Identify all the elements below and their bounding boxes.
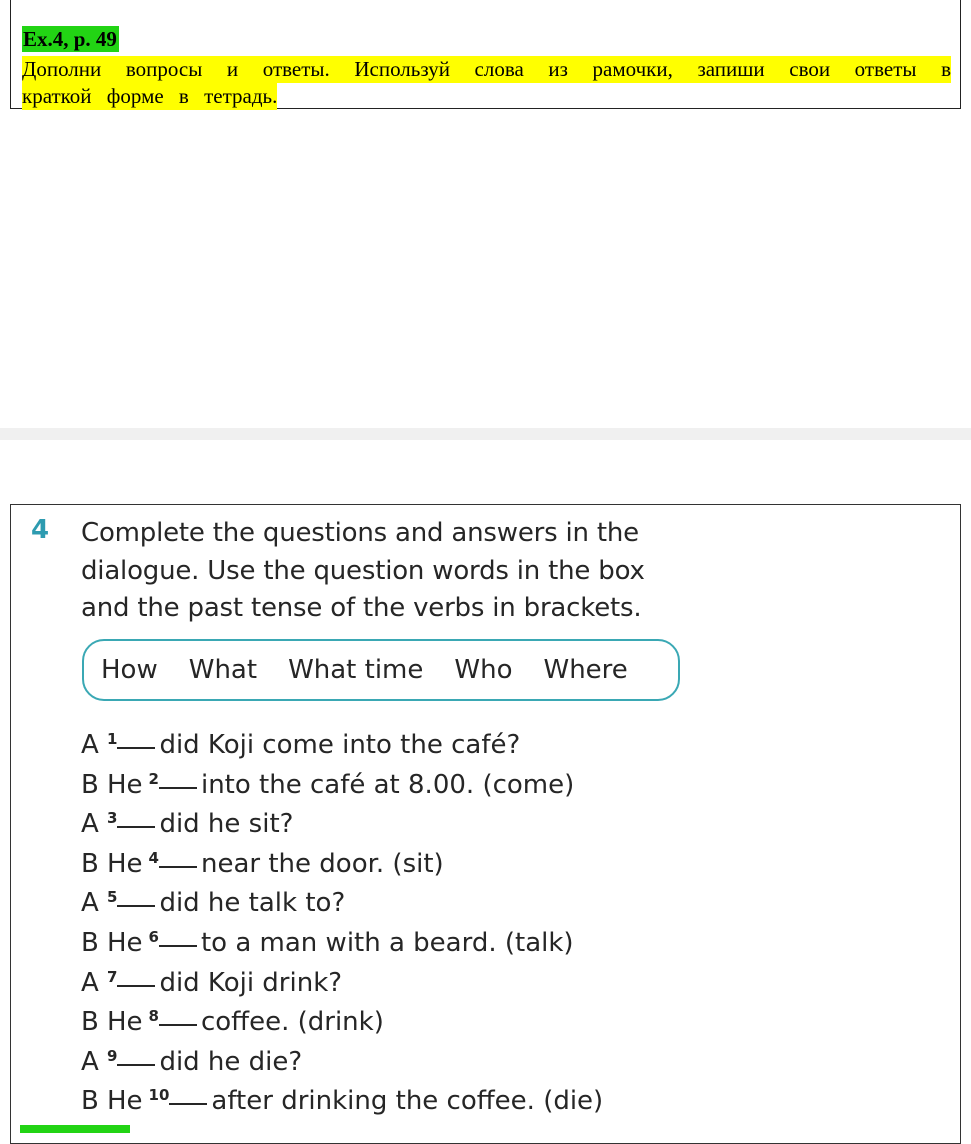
dialogue-text: did he sit? xyxy=(159,809,294,840)
word-box-item: How xyxy=(101,655,158,685)
exercise-reference: Ex.4, p. 49 xyxy=(23,27,117,51)
dialogue-text: did Koji drink? xyxy=(159,967,343,998)
speaker-label: B xyxy=(81,769,99,800)
answer-blank xyxy=(117,905,155,907)
separator-band xyxy=(0,428,971,440)
speaker-label: A xyxy=(81,809,99,840)
gap-number: 3 xyxy=(107,809,118,828)
question-word-box xyxy=(82,639,680,701)
gap-number: 9 xyxy=(107,1046,118,1065)
answer-blank xyxy=(117,1064,155,1066)
word-box-item: Who xyxy=(454,655,513,685)
task-line: and the past tense of the verbs in brackets. xyxy=(81,593,642,623)
instruction-line-2: краткой форме в тетрадь. xyxy=(22,84,278,108)
task-instructions xyxy=(81,515,681,628)
dialogue-line xyxy=(81,878,941,918)
gap-number: 10 xyxy=(148,1086,170,1105)
answer-blank xyxy=(159,787,197,789)
gap-number: 2 xyxy=(148,769,159,788)
speaker-label: B xyxy=(81,1007,99,1038)
answer-blank xyxy=(117,747,155,749)
answer-blank xyxy=(159,866,197,868)
answer-blank xyxy=(117,985,155,987)
task-line: dialogue. Use the question words in the box xyxy=(81,555,645,586)
dialogue-text: coffee. (drink) xyxy=(200,1007,384,1038)
gap-number: 8 xyxy=(148,1007,159,1026)
answer-prefix: He xyxy=(107,927,143,958)
answer-blank xyxy=(159,1024,197,1026)
dialogue-line xyxy=(81,958,941,998)
answer-blank xyxy=(117,826,155,828)
gap-number: 7 xyxy=(107,967,118,986)
gap-number: 1 xyxy=(107,730,118,748)
instruction-text xyxy=(22,56,951,110)
dialogue-text: did Koji come into the café? xyxy=(159,730,521,760)
word-box-item: What xyxy=(188,655,258,685)
task-line: Complete the questions and answers in the xyxy=(81,518,639,548)
next-exercise-highlight xyxy=(20,1125,130,1133)
speaker-label: B xyxy=(81,1086,99,1117)
speaker-label: A xyxy=(81,888,99,919)
dialogue xyxy=(81,720,941,1116)
answer-prefix: He xyxy=(107,848,143,879)
dialogue-text: did he talk to? xyxy=(159,888,346,919)
dialogue-line xyxy=(81,760,941,800)
dialogue-line xyxy=(81,1076,941,1116)
dialogue-line xyxy=(81,997,941,1037)
dialogue-text: did he die? xyxy=(159,1046,303,1077)
gap-number: 6 xyxy=(148,927,159,946)
speaker-label: A xyxy=(81,1046,99,1077)
word-box-item: Where xyxy=(543,655,628,685)
answer-prefix: He xyxy=(107,1007,143,1038)
dialogue-text: after drinking the coffee. (die) xyxy=(211,1086,604,1117)
speaker-label: B xyxy=(81,848,99,879)
dialogue-text: to a man with a beard. (talk) xyxy=(200,927,574,958)
dialogue-line xyxy=(81,799,941,839)
instruction-line-1: Дополни вопросы и ответы. Используй слова из рамочки, запиши свои ответы в xyxy=(22,57,951,81)
dialogue-line xyxy=(81,839,941,879)
gap-number: 5 xyxy=(107,888,118,907)
dialogue-line xyxy=(81,918,941,958)
dialogue-text: near the door. (sit) xyxy=(200,848,444,879)
gap-number: 4 xyxy=(148,848,159,867)
answer-blank xyxy=(159,945,197,947)
dialogue-line xyxy=(81,1037,941,1077)
dialogue-text: into the café at 8.00. (come) xyxy=(200,769,575,800)
dialogue-line xyxy=(81,720,941,760)
answer-blank xyxy=(169,1103,207,1105)
exercise-number: 4 xyxy=(31,515,50,545)
instruction-box xyxy=(10,0,961,109)
textbook-excerpt xyxy=(10,504,961,1144)
answer-prefix: He xyxy=(107,1086,143,1117)
speaker-label: B xyxy=(81,927,99,958)
speaker-label: A xyxy=(81,967,99,998)
word-box-item: What time xyxy=(288,655,424,685)
speaker-label: A xyxy=(81,730,99,760)
answer-prefix: He xyxy=(107,769,143,800)
